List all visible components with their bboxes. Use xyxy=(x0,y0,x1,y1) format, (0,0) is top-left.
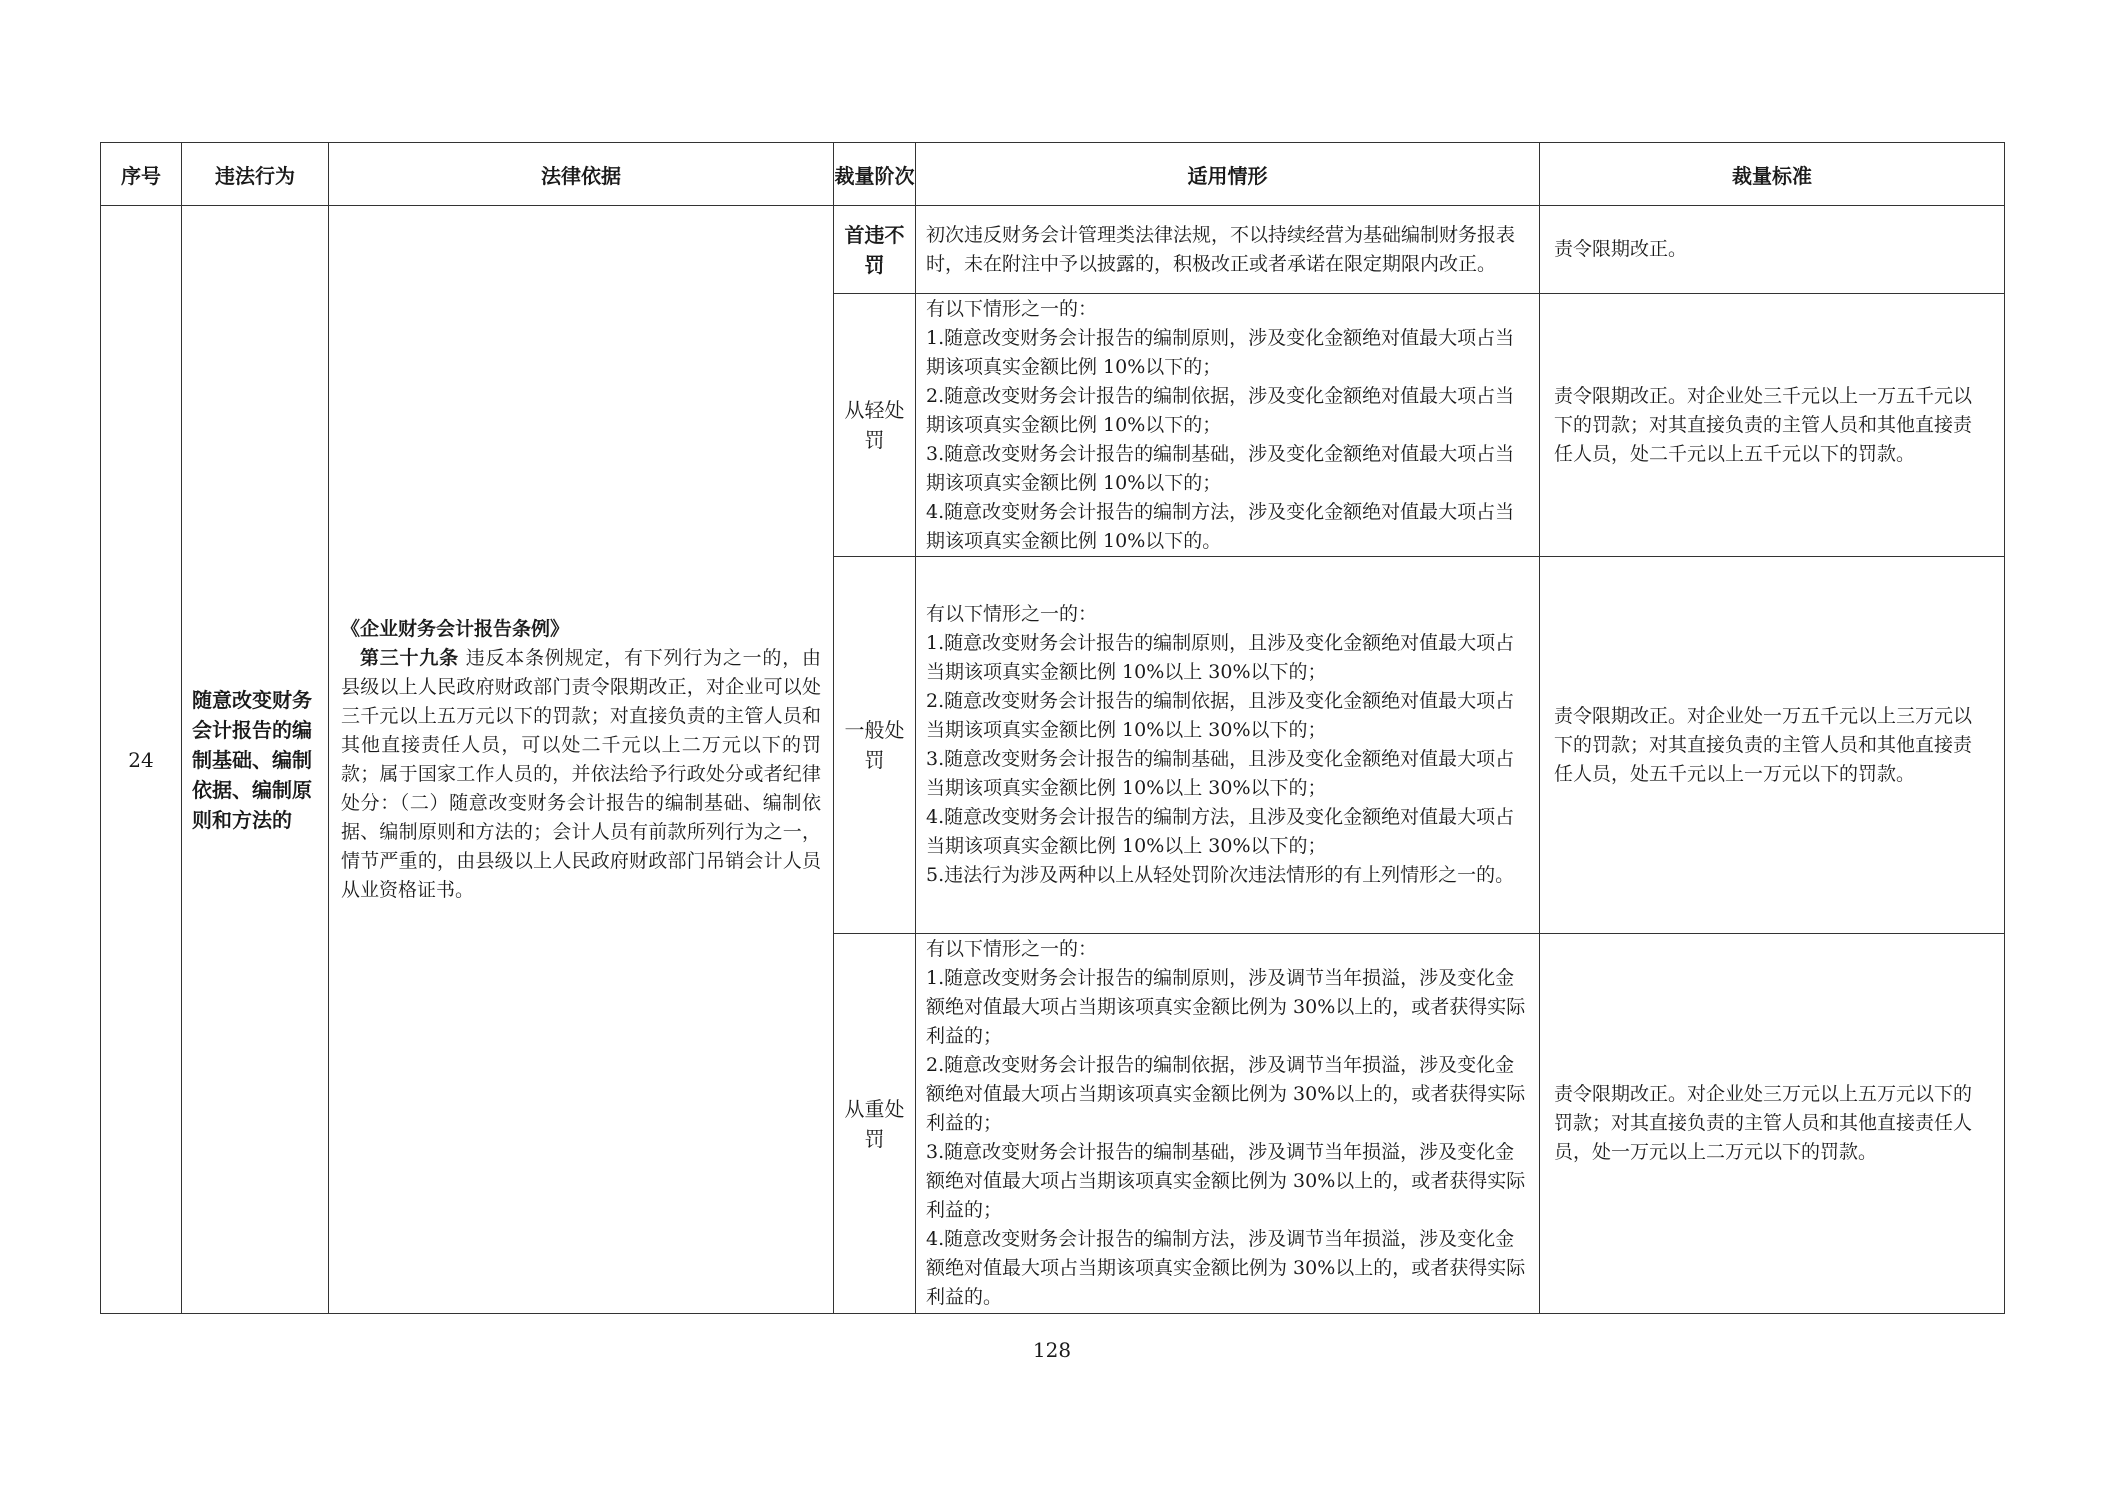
standard-cell xyxy=(1540,206,2005,294)
standard-cell xyxy=(1540,557,2005,934)
standard-cell xyxy=(1540,294,2005,557)
situation-line: 有以下情形之一的： xyxy=(926,603,1098,625)
situation-line: 4.随意改变财务会计报告的编制方法，涉及调节当年损溢，涉及变化金额绝对值最大项占当期该项真实金额比例为 30%以上的，或者获得实际利益的。 xyxy=(926,1228,1526,1308)
situation-line: 1.随意改变财务会计报告的编制原则，涉及调节当年损溢，涉及变化金额绝对值最大项占当期该项真实金额比例为 30%以上的，或者获得实际利益的； xyxy=(926,967,1526,1047)
header-row xyxy=(101,143,2005,206)
situation-line: 有以下情形之一的： xyxy=(926,938,1098,960)
situation-cell xyxy=(916,294,1540,557)
law-text: 违反本条例规定，有下列行为之一的，由县级以上人民政府财政部门责令限期改正，对企业可以处三千元以上五万元以下的罚款；对直接负责的主管人员和其他直接责任人员，可以处二千元以上二万元以下的罚款；属于国家工作人员的，并依法给予行政处分或者纪律处分：（二）随意改变财务会计报告的编制基础、编制依据、编制原则和方法的；会计人员有前款所列行为之一，情节严重的，由县级以上人民政府财政部门吊销会计人员从业资格证书。 xyxy=(341,646,821,901)
seq-cell: 24 xyxy=(101,206,182,1314)
header-seq: 序号 xyxy=(101,143,182,206)
table-body xyxy=(101,206,2005,1314)
level-cell: 首违不罚 xyxy=(834,206,916,294)
law-article: 第三十九条 xyxy=(360,646,459,669)
situation-line: 3.随意改变财务会计报告的编制基础，涉及变化金额绝对值最大项占当期该项真实金额比例 10%以下的； xyxy=(926,442,1515,494)
situation-cell xyxy=(916,557,1540,934)
penalty-discretion-table xyxy=(100,142,2005,1314)
level-cell: 从重处罚 xyxy=(834,934,916,1314)
standard-text: 责令限期改正。 xyxy=(1554,238,1688,260)
table-header xyxy=(101,143,2005,206)
standard-cell xyxy=(1540,934,2005,1314)
situation-line: 1.随意改变财务会计报告的编制原则，且涉及变化金额绝对值最大项占当期该项真实金额比例 10%以上 30%以下的； xyxy=(926,632,1515,683)
header-act: 违法行为 xyxy=(182,143,329,206)
situation-cell xyxy=(916,934,1540,1314)
standard-text: 责令限期改正。对企业处一万五千元以上三万元以下的罚款；对其直接负责的主管人员和其他直接责任人员，处五千元以上一万元以下的罚款。 xyxy=(1554,704,1973,785)
situation-line: 5.违法行为涉及两种以上从轻处罚阶次违法情形的有上列情形之一的。 xyxy=(926,864,1515,886)
situation-line: 4.随意改变财务会计报告的编制方法，且涉及变化金额绝对值最大项占当期该项真实金额比例 10%以上 30%以下的； xyxy=(926,806,1515,857)
header-law: 法律依据 xyxy=(329,143,834,206)
header-situation: 适用情形 xyxy=(916,143,1540,206)
situation-line: 2.随意改变财务会计报告的编制依据，涉及调节当年损溢，涉及变化金额绝对值最大项占当期该项真实金额比例为 30%以上的，或者获得实际利益的； xyxy=(926,1054,1526,1134)
standard-text: 责令限期改正。对企业处三千元以上一万五千元以下的罚款；对其直接负责的主管人员和其他直接责任人员，处二千元以上五千元以下的罚款。 xyxy=(1554,384,1973,465)
situation-line: 2.随意改变财务会计报告的编制依据，且涉及变化金额绝对值最大项占当期该项真实金额比例 10%以上 30%以下的； xyxy=(926,690,1515,741)
table-row xyxy=(101,206,2005,294)
level-cell: 一般处罚 xyxy=(834,557,916,934)
situation-line: 3.随意改变财务会计报告的编制基础，且涉及变化金额绝对值最大项占当期该项真实金额比例 10%以上 30%以下的； xyxy=(926,748,1515,799)
header-level: 裁量阶次 xyxy=(834,143,916,206)
page-number: 128 xyxy=(1032,1338,1072,1362)
legal-basis-cell xyxy=(329,206,834,1314)
standard-text: 责令限期改正。对企业处三万元以上五万元以下的罚款；对其直接负责的主管人员和其他直接责任人员，处一万元以上二万元以下的罚款。 xyxy=(1554,1083,1973,1163)
level-cell: 从轻处罚 xyxy=(834,294,916,557)
situation-line: 有以下情形之一的： xyxy=(926,297,1098,320)
situation-cell xyxy=(916,206,1540,294)
situation-line: 1.随意改变财务会计报告的编制原则，涉及变化金额绝对值最大项占当期该项真实金额比例 10%以下的； xyxy=(926,326,1515,378)
situation-line: 初次违反财务会计管理类法律法规，不以持续经营为基础编制财务报表时，未在附注中予以披露的，积极改正或者承诺在限定期限内改正。 xyxy=(926,223,1516,275)
situation-line: 2.随意改变财务会计报告的编制依据，涉及变化金额绝对值最大项占当期该项真实金额比例 10%以下的； xyxy=(926,384,1515,436)
situation-line: 4.随意改变财务会计报告的编制方法，涉及变化金额绝对值最大项占当期该项真实金额比例 10%以下的。 xyxy=(926,500,1515,552)
violation-cell: 随意改变财务会计报告的编制基础、编制依据、编制原则和方法的 xyxy=(182,206,329,1314)
situation-line: 3.随意改变财务会计报告的编制基础，涉及调节当年损溢，涉及变化金额绝对值最大项占当期该项真实金额比例为 30%以上的，或者获得实际利益的； xyxy=(926,1141,1526,1221)
header-standard: 裁量标准 xyxy=(1540,143,2005,206)
law-title: 《企业财务会计报告条例》 xyxy=(341,617,570,640)
